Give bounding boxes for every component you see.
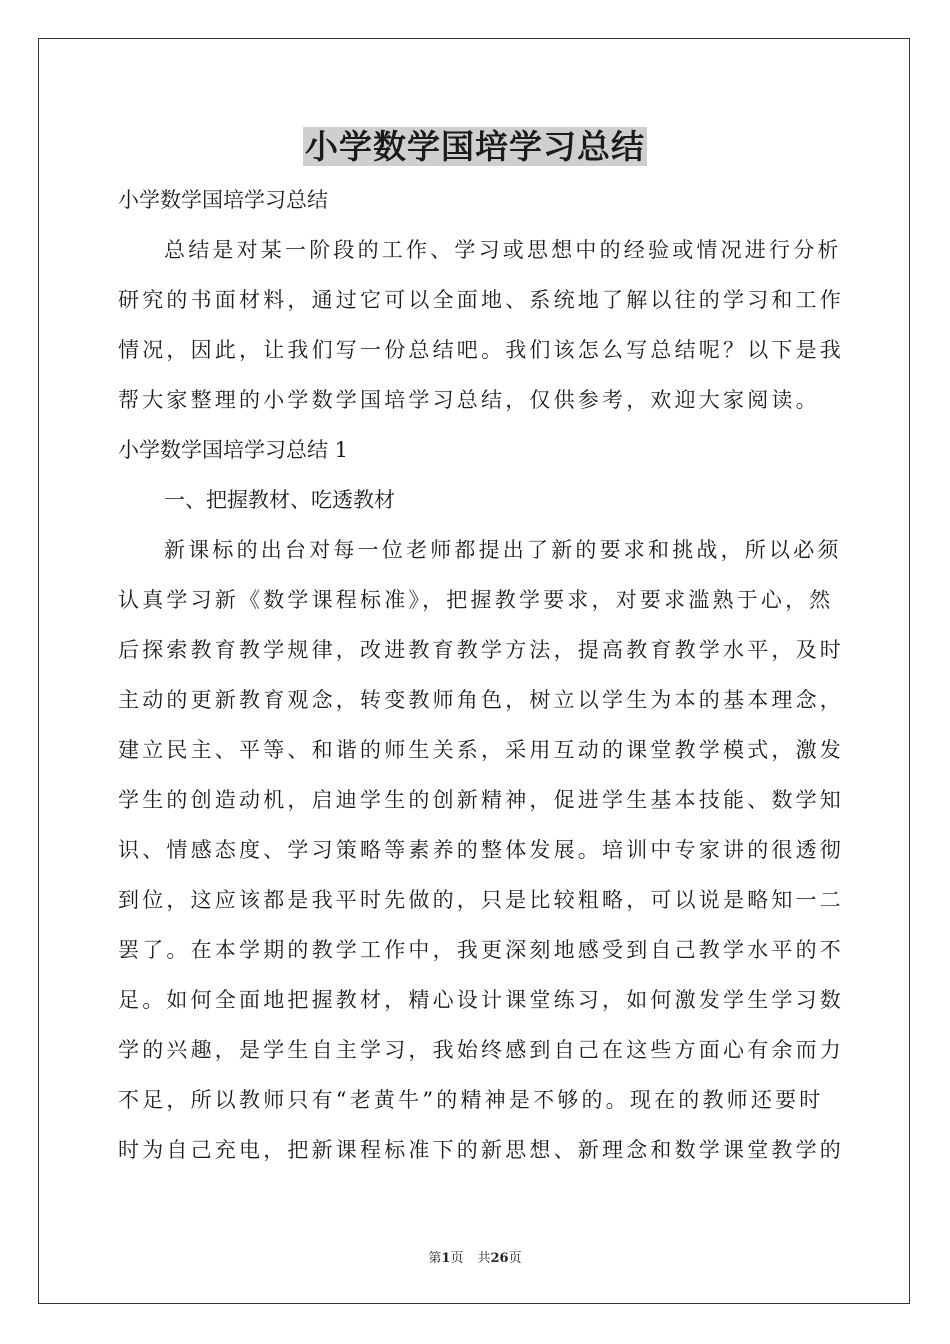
document-title [0, 124, 950, 170]
body-heading: 小学数学国培学习总结 [118, 188, 328, 212]
section-heading: 小学数学国培学习总结 1 [118, 438, 349, 462]
current-page-number: 1 [441, 1251, 451, 1266]
paragraph-line: 总结是对某一阶段的工作、学习或思想中的经验或情况进行分析 [164, 238, 842, 262]
page-footer [0, 1250, 950, 1268]
paragraph-line: 情况，因此，让我们写一份总结吧。我们该怎么写总结呢？以下是我 [118, 338, 844, 362]
paragraph-line: 帮大家整理的小学数学国培学习总结，仅供参考，欢迎大家阅读。 [118, 388, 820, 412]
paragraph-line: 学生的创造动机，启迪学生的创新精神，促进学生基本技能、数学知 [118, 788, 844, 812]
paragraph-line: 到位，这应该都是我平时先做的，只是比较粗略，可以说是略知一二 [118, 888, 844, 912]
paragraph-line: 学的兴趣，是学生自主学习，我始终感到自己在这些方面心有余而力 [118, 1038, 844, 1062]
paragraph-line: 认真学习新《数学课程标准》，把握教学要求，对要求滥熟于心，然 [118, 588, 834, 612]
paragraph-line: 新课标的出台对每一位老师都提出了新的要求和挑战，所以必须 [164, 538, 842, 562]
paragraph-line: 主动的更新教育观念，转变教师角色，树立以学生为本的基本理念， [118, 688, 844, 712]
paragraph-line: 足。如何全面地把握教材，精心设计课堂练习，如何激发学生学习数 [118, 988, 844, 1012]
page-label-prefix: 第 [428, 1251, 442, 1266]
total-label-suffix: 页 [508, 1251, 522, 1266]
paragraph-line: 建立民主、平等、和谐的师生关系，采用互动的课堂教学模式，激发 [118, 738, 844, 762]
paragraph-line: 后探索教育教学规律，改进教育教学方法，提高教育教学水平，及时 [118, 638, 844, 662]
total-label-prefix: 共 [477, 1251, 491, 1266]
paragraph-line: 研究的书面材料，通过它可以全面地、系统地了解以往的学习和工作 [118, 288, 844, 312]
document-title-text: 小学数学国培学习总结 [305, 127, 645, 166]
subsection-heading: 一、把握教材、吃透教材 [164, 488, 395, 512]
paragraph-line: 识、情感态度、学习策略等素养的整体发展。培训中专家讲的很透彻 [118, 838, 844, 862]
paragraph-line: 时为自己充电，把新课程标准下的新思想、新理念和数学课堂教学的 [118, 1138, 844, 1162]
document-body [118, 175, 844, 1175]
paragraph-line: 罢了。在本学期的教学工作中，我更深刻地感受到自己教学水平的不 [118, 938, 844, 962]
paragraph-line: 不足，所以教师只有“老黄牛”的精神是不够的。现在的教师还要时 [118, 1088, 824, 1112]
page-label-suffix: 页 [450, 1251, 464, 1266]
total-page-count: 26 [490, 1251, 509, 1266]
